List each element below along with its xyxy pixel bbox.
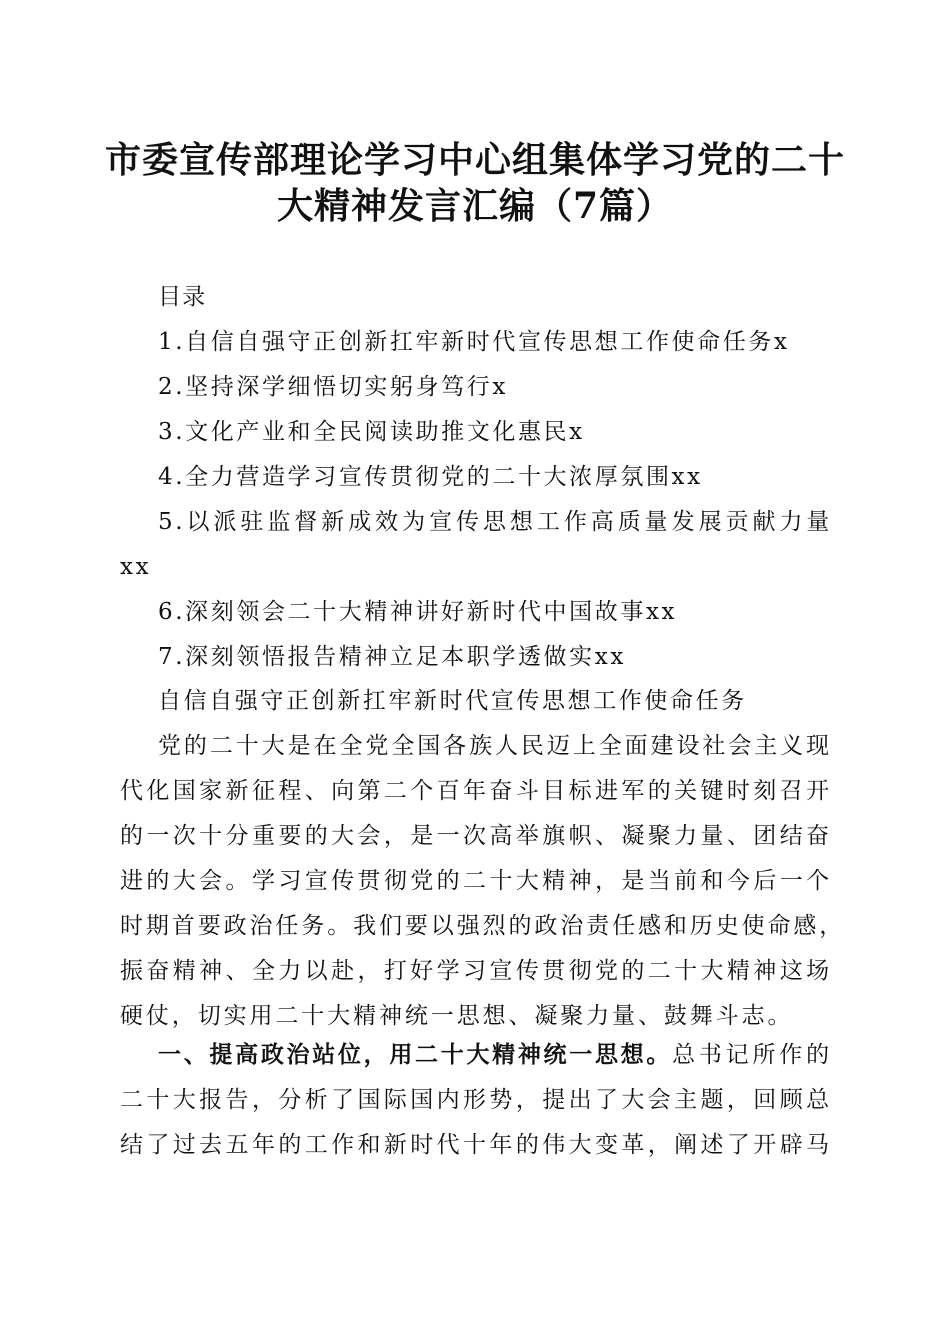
toc-heading: 目录 — [158, 284, 207, 310]
document-title-line-1: 市委宣传部理论学习中心组集体学习党的二十 — [104, 139, 845, 181]
paragraph-1-line-6: 振奋精神、全力以赴，打好学习宣传贯彻党的二十大精神这场 — [120, 958, 832, 984]
paragraph-1-line-5: 时期首要政治任务。我们要以强烈的政治责任感和历史使命感， — [120, 913, 846, 939]
paragraph-1-line-2: 代化国家新征程、向第二个百年奋斗目标进军的关键时刻召开 — [120, 778, 832, 804]
toc-item-2: 2.坚持深学细悟切实躬身笃行x — [158, 374, 508, 400]
paragraph-2-lead-heading: 一、提高政治站位，用二十大精神统一思想。 — [158, 1042, 673, 1068]
toc-item-3: 3.文化产业和全民阅读助推文化惠民x — [158, 419, 585, 445]
paragraph-1-line-1: 党的二十大是在全党全国各族人民迈上全面建设社会主义现 — [158, 733, 832, 759]
paragraph-1-line-4: 进的大会。学习宣传贯彻党的二十大精神，是当前和今后一个 — [120, 868, 832, 894]
paragraph-1-line-7: 硬仗，切实用二十大精神统一思想、凝聚力量、鼓舞斗志。 — [120, 1003, 794, 1029]
document-title-line-2: 大精神发言汇编（7篇） — [276, 185, 674, 227]
paragraph-1-line-3: 的一次十分重要的大会，是一次高举旗帜、凝聚力量、团结奋 — [120, 823, 832, 849]
paragraph-2-line-3: 结了过去五年的工作和新时代十年的伟大变革，阐述了开辟马 — [120, 1132, 832, 1158]
paragraph-2-line-2: 二十大报告，分析了国际国内形势，提出了大会主题，回顾总 — [120, 1087, 832, 1113]
section-title: 自信自强守正创新扛牢新时代宣传思想工作使命任务 — [158, 688, 747, 714]
toc-item-5: 5.以派驻监督新成效为宣传思想工作高质量发展贡献力量 — [158, 509, 832, 535]
toc-item-4: 4.全力营造学习宣传贯彻党的二十大浓厚氛围xx — [158, 464, 703, 490]
toc-item-6: 6.深刻领会二十大精神讲好新时代中国故事xx — [158, 599, 678, 625]
toc-item-1: 1.自信自强守正创新扛牢新时代宣传思想工作使命任务x — [158, 329, 790, 355]
paragraph-2-line-1 — [158, 1040, 832, 1070]
paragraph-2-lead-text: 总书记所作的 — [672, 1042, 832, 1068]
toc-item-5-continuation: xx — [120, 554, 152, 580]
toc-item-7: 7.深刻领悟报告精神立足本职学透做实xx — [158, 644, 626, 670]
